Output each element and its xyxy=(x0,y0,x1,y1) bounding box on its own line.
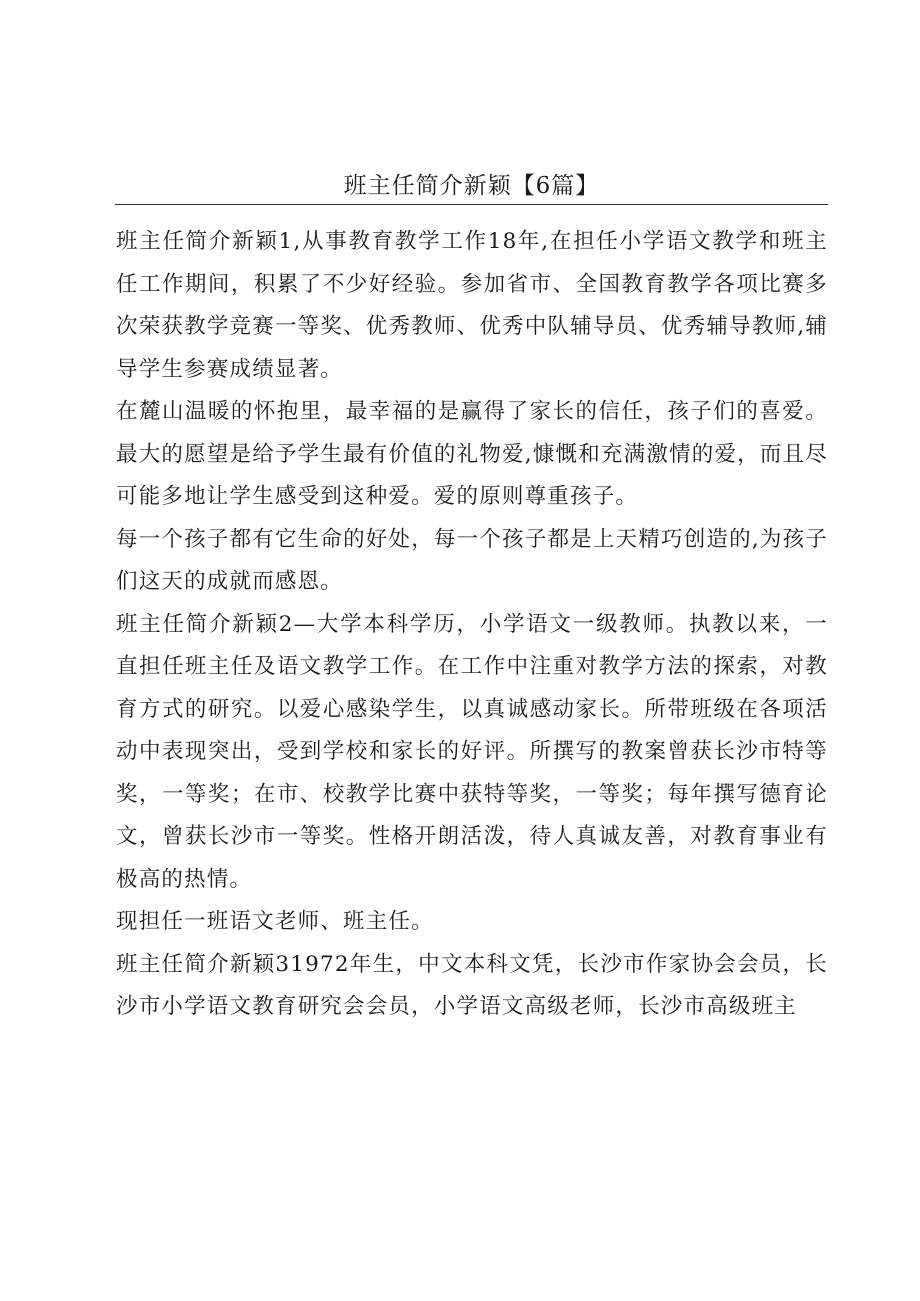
paragraph-5: 现担任一班语文老师、班主任。 xyxy=(116,909,434,934)
paragraph-4: 班主任简介新颖2—大学本科学历，小学语文一级教师。执教以来，一直担任班主任及语文教学工作。在工作中注重对教学方法的探索，对教育方式的研究。以爱心感染学生，以真诚感动家长。所带班级在各项活动中表现突出，受到学校和家长的好评。所撰写的教案曾获长沙市特等奖，一等奖；在市、校教学比赛中获特等奖，一等奖；每年撰写德育论文，曾获长沙市一等奖。性格开朗活泼，待人真诚友善，对教育事业有极高的热情。 xyxy=(116,611,828,892)
paragraph-3: 每一个孩子都有它生命的好处，每一个孩子都是上天精巧创造的,为孩子们这天的成就而感恩。 xyxy=(116,526,828,594)
document-body xyxy=(116,221,828,1029)
paragraph-6: 班主任简介新颖31972年生，中文本科文凭，长沙市作家协会会员，长沙市小学语文教育研究会会员，小学语文高级老师，长沙市高级班主 xyxy=(116,951,828,1019)
paragraph-1: 班主任简介新颖1,从事教育教学工作18年,在担任小学语文教学和班主任工作期间，积累了不少好经验。参加省市、全国教育教学各项比赛多次荣获教学竞赛一等奖、优秀教师、优秀中队辅导员、优秀辅导教师,辅导学生参赛成绩显著。 xyxy=(116,229,828,382)
document-title: 班主任简介新颖【6篇】 xyxy=(343,173,600,199)
paragraph-2: 在麓山温暖的怀抱里，最幸福的是赢得了家长的信任，孩子们的喜爱。最大的愿望是给予学生最有价值的礼物爱,慷慨和充满激情的爱，而且尽可能多地让学生感受到这种爱。爱的原则尊重孩子。 xyxy=(116,399,828,509)
title-underline xyxy=(115,204,828,205)
